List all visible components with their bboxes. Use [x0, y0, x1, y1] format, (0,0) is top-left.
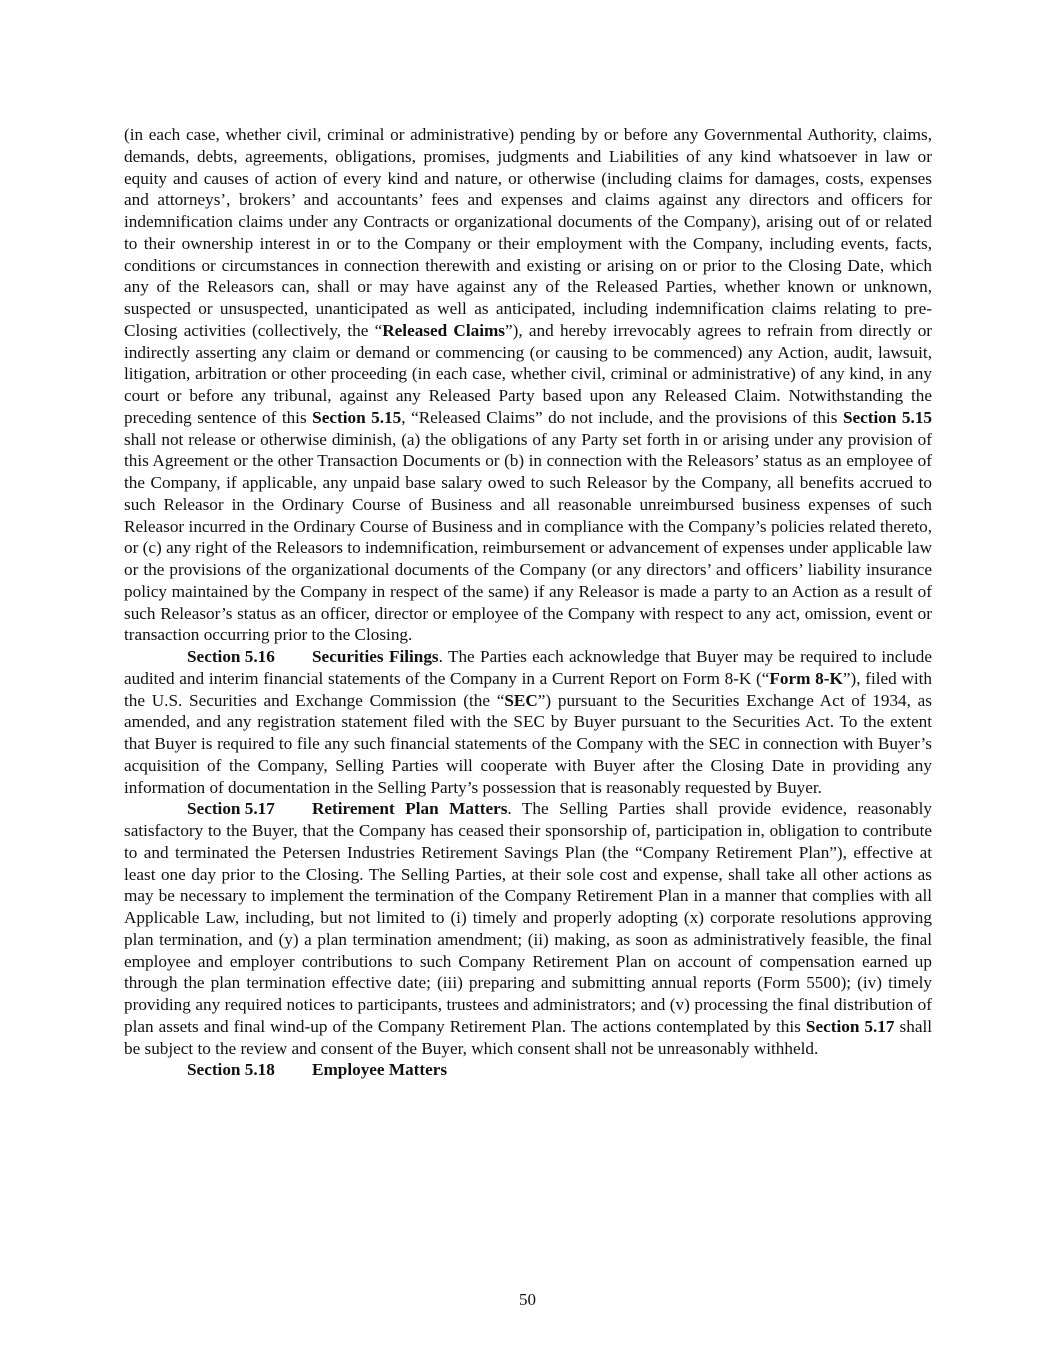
section-number: Section 5.18 — [187, 1060, 275, 1080]
section-reference: Section 5.17 — [805, 1016, 895, 1036]
section-reference: Section 5.15 — [842, 407, 933, 427]
defined-term-sec: SEC — [504, 690, 538, 710]
section-title: Securities Filings — [312, 647, 439, 666]
section-reference: Section 5.15 — [312, 407, 402, 427]
section-number: Section 5.16 — [187, 647, 275, 666]
text-run: (in each case, whether civil, criminal or administrative) pending by or before any Governmental Authority, claims, demands, debts, agreements, obligations, promises, judgments and Liabilities of any kind whatsoever in law or equity and causes of action of every kind and nature, or otherwise (including claims for damages, costs, expenses and attorneys’, brokers’ and accountants’ fees and expenses and claims against any directors and officers for indemnification claims under any Contracts or organizational documents of the Company), arising out of or related to their ownership interest in or to the Company or their employment with the Company, including events, facts, conditions or circumstances in connection therewith and existing or arising on or prior to the Closing Date, which any of the Releasors can, shall or may have against any of the Released Parties, whether known or unknown, suspected or unsuspected, unanticipated as well as anticipated, including indemnification claims relating to pre-Closing activities (collectively, the “ — [124, 125, 932, 340]
page-number: 50 — [519, 1290, 536, 1309]
paragraph-released-claims — [124, 124, 932, 646]
text-run: shall not release or otherwise diminish, (a) the obligations of any Party set forth in or arising under any provision of this Agreement or the other Transaction Documents or (b) in connection with the Releasors’ status as an employee of the Company, if applicable, any unpaid base salary owed to such Releasor by the Company, all benefits accrued to such Releasor in the Ordinary Course of Business and all reasonable unreimbursed business expenses of such Releasor incurred in the Ordinary Course of Business and in compliance with the Company’s policies related thereto, or (c) any right of the Releasors to indemnification, reimbursement or advancement of expenses under applicable law or the provisions of the organizational documents of the Company (or any directors’ and officers’ liability insurance policy maintained by the Company in respect of the same) if any Releasor is made a party to an Action as a result of such Releasor’s status as an officer, director or employee of the Company with respect to any act, omission, event or transaction occurring prior to the Closing. — [124, 429, 932, 645]
defined-term-released-claims: Released Claims — [382, 320, 505, 340]
text-run: ”), filed with the U.S. Securities and Exchange Commission (the “ — [124, 668, 933, 710]
text-run: . The Selling Parties shall provide evidence, reasonably satisfactory to the Buyer, that the Company has ceased their sponsorship of, participation in, obligation to contribute to and terminated the Petersen Industries Retirement Savings Plan (the “Company Retirement Plan”), effective at least one day prior to the Closing. The Selling Parties, at their sole cost and expense, shall take all other actions as may be necessary to implement the termination of the Company Retirement Plan in a manner that complies with all Applicable Law, including, but not limited to (i) timely and properly adopting (x) corporate resolutions approving plan termination, and (y) a plan termination amendment; (ii) making, as soon as administratively feasible, the final employee and employer contributions to such Company Retirement Plan on account of compensation earned up through the plan termination effective date; (iii) preparing and submitting annual reports (Form 5500); (iv) timely providing any required notices to participants, trustees and administrators; and (v) processing the final distribution of plan assets and final wind-up of the Company Retirement Plan. The actions contemplated by this — [124, 799, 932, 1036]
section-5-17 — [124, 798, 932, 1059]
defined-term-form-8k: Form 8-K — [769, 668, 843, 688]
text-run: ”) pursuant to the Securities Exchange Act of 1934, as amended, and any registration statement filed with the SEC by Buyer pursuant to the Securities Act. To the extent that Buyer is required to file any such financial statements of the Company with the SEC in connection with Buyer’s acquisition of the Company, Selling Parties will cooperate with Buyer after the Closing Date in providing any information of documentation in the Selling Party’s possession that is reasonably requested by Buyer. — [124, 690, 932, 797]
text-run: , “Released Claims” do not include, and the provisions of this — [401, 407, 843, 427]
text-run: . The Parties each acknowledge that Buyer may be required to include audited and interim financial statements of the Company in a Current Report on Form 8-K (“ — [124, 647, 932, 688]
section-title: Employee Matters — [312, 1060, 448, 1080]
section-5-18 — [124, 1059, 932, 1081]
document-page — [124, 124, 932, 1081]
section-title: Retirement Plan Matters — [312, 799, 508, 819]
text-run: shall be subject to the review and consent of the Buyer, which consent shall not be unreasonably withheld. — [124, 1016, 932, 1058]
text-run: ”), and hereby irrevocably agrees to refrain from directly or indirectly asserting any claim or demand or commencing (or causing to be commenced) any Action, audit, lawsuit, litigation, arbitration or other proceeding (in each case, whether civil, criminal or administrative) of any kind, in any court or before any tribunal, against any Released Party based upon any Released Claim. Notwithstanding the preceding sentence of this — [124, 320, 933, 427]
section-number: Section 5.17 — [187, 799, 275, 819]
section-5-16 — [124, 646, 932, 798]
